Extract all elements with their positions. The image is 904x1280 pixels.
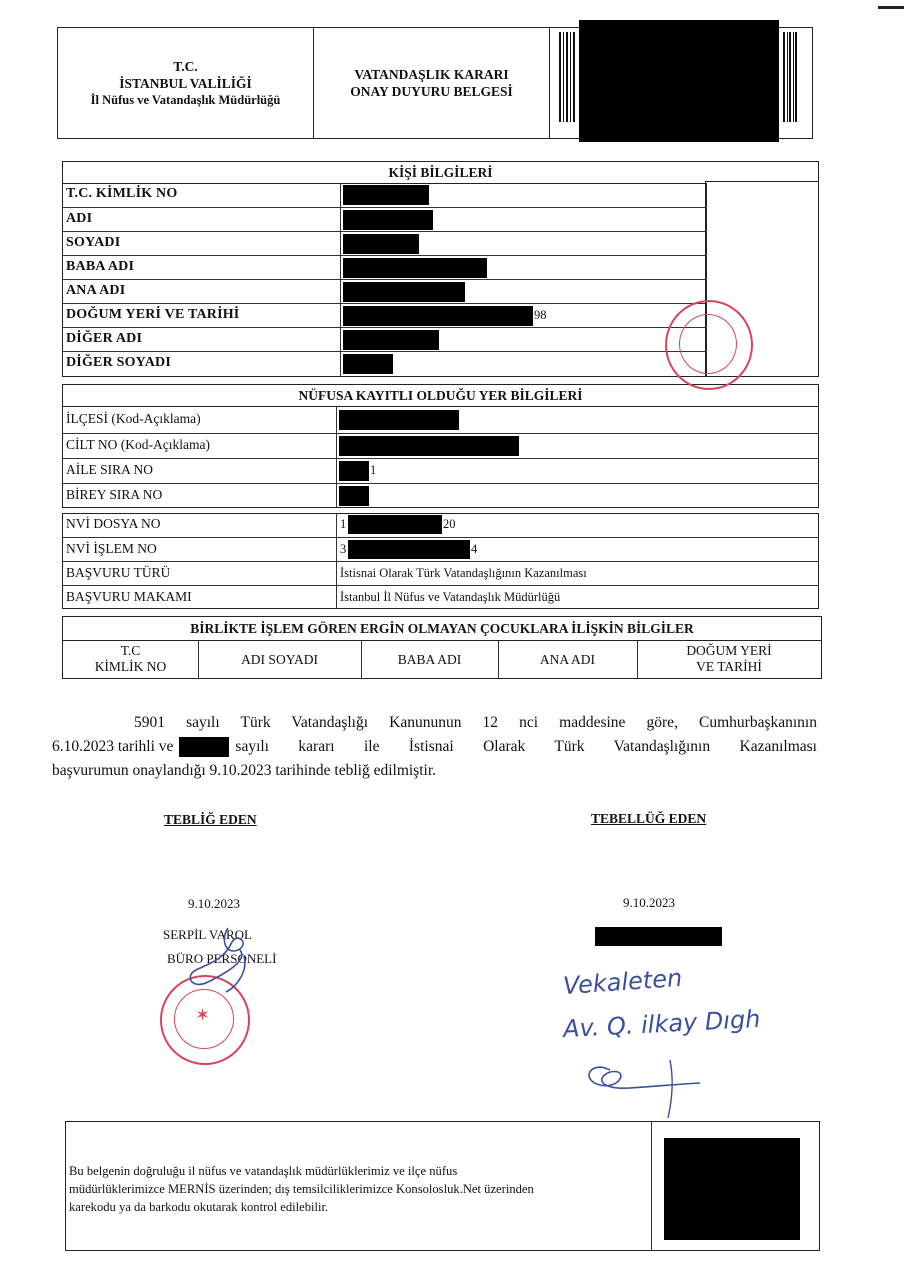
decision-number-redaction: [179, 737, 229, 757]
declaration-line1: 5901 sayılı Türk Vatandaşlığı Kanununun 12 nci maddesine göre, Cumhurbaşkanının: [134, 714, 817, 731]
application-row: [62, 561, 819, 585]
person-row-label: ANA ADI: [66, 283, 126, 298]
verification-text-line2: müdürlüklerimizce MERNİS üzerinden; dış temsilciliklerimizce Konsolosluk.Net üzerinden: [69, 1182, 534, 1196]
application-row: [62, 585, 819, 609]
children-table: [62, 616, 822, 679]
recipient-name-redaction: [595, 927, 722, 946]
children-title: BİRLİKTE İŞLEM GÖREN ERGİN OLMAYAN ÇOCUKLARA İLİŞKİN BİLGİLER: [63, 617, 821, 641]
person-row-label: ADI: [66, 211, 93, 226]
person-row: [62, 231, 707, 255]
recipient-signature: [570, 1050, 710, 1120]
application-value-start: 3: [340, 542, 347, 556]
person-value-redaction: [343, 234, 419, 254]
footer-divider: [651, 1122, 652, 1250]
person-row: [62, 279, 707, 303]
issuer-directorate: İl Nüfus ve Vatandaşlık Müdürlüğü: [90, 92, 281, 107]
registry-row-value: 1: [370, 463, 377, 477]
person-value-redaction: [343, 210, 433, 230]
registry-row-label: BİREY SIRA NO: [66, 487, 163, 502]
registry-value-redaction: [339, 436, 519, 456]
notifier-date: 9.10.2023: [188, 896, 240, 911]
application-row-label: NVİ İŞLEM NO: [66, 541, 157, 556]
application-row-value: İstisnai Olarak Türk Vatandaşlığının Kazanılması: [340, 566, 587, 580]
verification-footer: [65, 1121, 820, 1251]
person-row: [62, 351, 707, 375]
photo-stamp: [665, 300, 753, 390]
verification-text-line1: Bu belgenin doğruluğu il nüfus ve vatandaşlık müdürlüklerimiz ve ilçe nüfus: [69, 1164, 458, 1178]
recipient-date: 9.10.2023: [623, 895, 675, 910]
children-col-birth-line2: VE TARİHİ: [696, 659, 762, 674]
qr-code-redaction: [664, 1138, 800, 1240]
children-col-tc-line1: T.C: [120, 643, 141, 658]
person-row: [62, 327, 707, 351]
application-value-end: 20: [443, 517, 456, 531]
children-col-mother: ANA ADI: [539, 652, 596, 667]
registry-row-label: İLÇESİ (Kod-Açıklama): [66, 411, 201, 426]
registry-row-label: CİLT NO (Kod-Açıklama): [66, 437, 210, 452]
person-row: [62, 183, 707, 207]
person-row-label: DİĞER SOYADI: [66, 355, 171, 370]
verification-text: [69, 1162, 644, 1216]
person-row: [62, 207, 707, 231]
document-title-line2: ONAY DUYURU BELGESİ: [350, 84, 513, 99]
handwritten-vekaleten: Vekaleten: [562, 963, 684, 1001]
application-row-value: İstanbul İl Nüfus ve Vatandaşlık Müdürlüğü: [340, 590, 561, 604]
person-info-header: [62, 161, 819, 183]
verification-text-line3: karekodu ya da barkodu okutarak kontrol edilebilir.: [69, 1200, 329, 1214]
issuer-governorship: İSTANBUL VALİLİĞİ: [119, 75, 252, 91]
person-value-redaction: [343, 354, 393, 374]
person-row: [62, 255, 707, 279]
issuer-block: [58, 28, 313, 138]
registry-row: [62, 408, 819, 433]
corner-mark: [878, 6, 904, 9]
application-row-label: BAŞVURU MAKAMI: [66, 589, 192, 604]
registry-row: [62, 433, 819, 458]
person-row-label: SOYADI: [66, 235, 121, 250]
registry-title: NÜFUSA KAYITLI OLDUĞU YER BİLGİLERİ: [63, 385, 818, 407]
application-row: [62, 513, 819, 537]
person-row-label: T.C. KİMLİK NO: [66, 186, 178, 201]
registry-row: [62, 483, 819, 508]
document-title-block: [313, 28, 550, 138]
notifier-role: BÜRO PERSONELİ: [167, 951, 277, 966]
children-col-birth: [637, 643, 821, 675]
person-value-redaction: [343, 258, 487, 278]
notifier-heading: TEBLİĞ EDEN: [164, 812, 257, 827]
children-col-tc: [63, 643, 198, 675]
person-row-value: 98: [534, 308, 547, 322]
application-value-start: 1: [340, 517, 347, 531]
children-col-name: ADI SOYADI: [241, 652, 318, 667]
application-row: [62, 537, 819, 561]
children-col-father: BABA ADI: [397, 652, 462, 667]
declaration-line3: başvurumun onaylandığı 9.10.2023 tarihinde tebliğ edilmiştir.: [52, 762, 437, 779]
registry-value-redaction: [339, 486, 369, 506]
document-title-line1: VATANDAŞLIK KARARI: [354, 67, 509, 82]
declaration-line2-start: 6.10.2023 tarihli ve: [52, 738, 174, 755]
children-col-tc-line2: KİMLİK NO: [94, 659, 167, 674]
notifier-signature: [168, 920, 288, 1030]
recipient-heading: TEBELLÜĞ EDEN: [591, 811, 707, 826]
registry-value-redaction: [339, 410, 459, 430]
person-row: [62, 303, 707, 327]
application-value-end: 4: [471, 542, 478, 556]
document-header: [57, 27, 813, 139]
notifier-name: SERPİL VAROL: [163, 927, 252, 942]
person-row-label: DOĞUM YERİ VE TARİHİ: [66, 307, 240, 322]
person-row-label: DİĞER ADI: [66, 331, 143, 346]
registry-value-redaction: [339, 461, 369, 481]
barcode-area: [553, 32, 808, 136]
barcode-bars-left: [559, 32, 575, 122]
declaration-paragraph: [52, 711, 817, 783]
handwritten-name: Av. Q. ilkay Dıgh: [562, 1004, 762, 1044]
application-value-redaction: [348, 540, 470, 559]
stamp-star-icon: ✶: [195, 1005, 211, 1025]
barcode-bars-right: [783, 32, 797, 122]
person-value-redaction: [343, 330, 439, 350]
children-col-birth-line1: DOĞUM YERİ: [686, 643, 772, 658]
declaration-line2: [52, 735, 817, 759]
person-info-title: KİŞİ BİLGİLERİ: [388, 165, 493, 180]
person-value-redaction: [343, 185, 429, 205]
declaration-line2-end: sayılı kararı ile İstisnai Olarak Türk Vatandaşlığının Kazanılması: [235, 738, 817, 755]
barcode-redaction: [579, 20, 779, 142]
issuer-tc: T.C.: [173, 58, 198, 74]
person-row-label: BABA ADI: [66, 259, 135, 274]
person-value-redaction: [343, 306, 533, 326]
registry-row-label: AİLE SIRA NO: [66, 462, 153, 477]
application-row-label: NVİ DOSYA NO: [66, 516, 161, 531]
registry-row: [62, 458, 819, 483]
application-value-redaction: [348, 515, 442, 534]
children-header-row: [63, 641, 821, 679]
application-row-label: BAŞVURU TÜRÜ: [66, 565, 171, 580]
person-value-redaction: [343, 282, 465, 302]
